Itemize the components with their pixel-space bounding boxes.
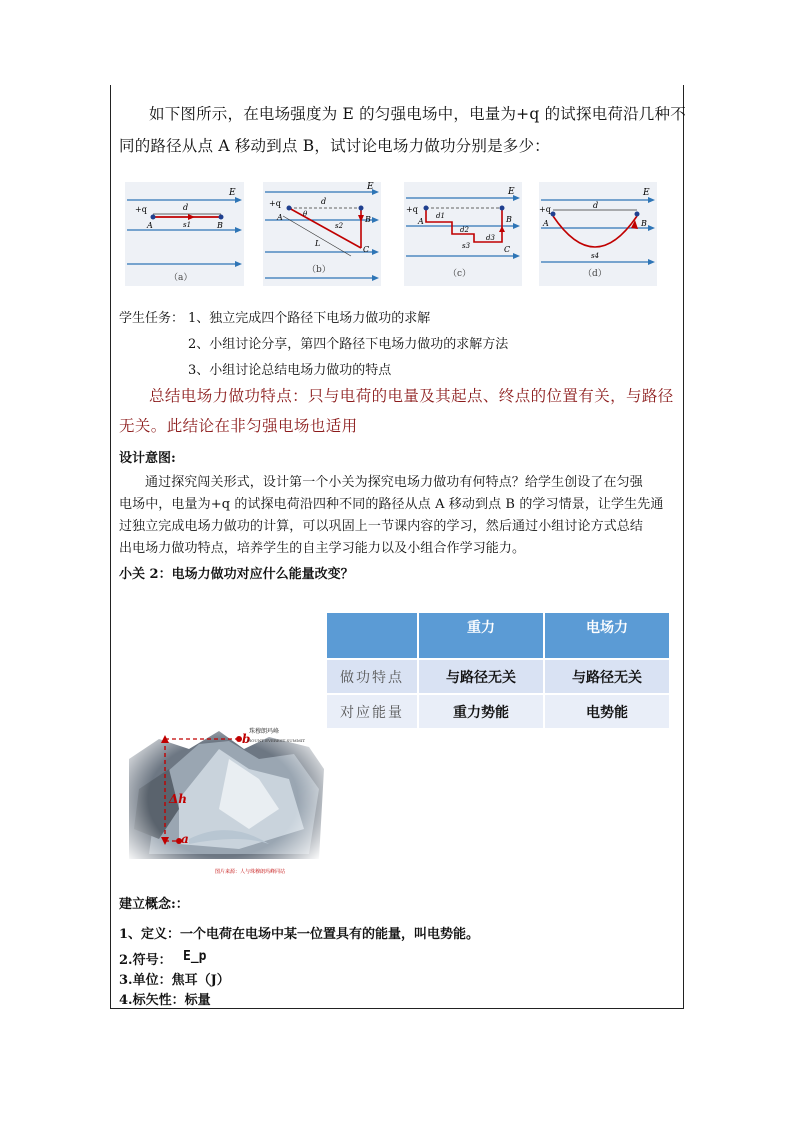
task-item: 2、小组讨论分享，第四个路径下电场力做功的求解方法 <box>188 337 509 352</box>
energy-comparison-table <box>325 611 671 730</box>
concept-unit: 3.单位：焦耳（J） <box>119 973 230 988</box>
svg-text:E: E <box>508 187 515 197</box>
svg-text:+q: +q <box>269 199 281 208</box>
design-line: 出电场力做功特点，培养学生的自主学习能力以及小组合作学习能力。 <box>119 541 526 556</box>
concept-heading: 建立概念:： <box>119 897 189 912</box>
label-d: d <box>183 203 189 212</box>
svg-text:A: A <box>543 219 549 228</box>
summary-line-2: 无关。此结论在非匀强电场也适用 <box>119 417 358 435</box>
svg-text:E: E <box>643 188 650 198</box>
label-b: b <box>242 732 251 746</box>
design-line: 电场中，电量为+q 的试探电荷沿四种不同的路径从点 A 移动到点 B 的学习情景，让学生先通 <box>119 497 664 512</box>
svg-text:d1: d1 <box>436 212 445 220</box>
table-cell: 与路径无关 <box>544 659 670 694</box>
task-item: 3、小组讨论总结电场力做功的特点 <box>188 363 392 378</box>
summary-line-1: 总结电场力做功特点：只与电荷的电量及其起点、终点的位置有关，与路径 <box>149 387 674 405</box>
concept-scalar: 4.标矢性：标量 <box>119 993 211 1008</box>
svg-text:C: C <box>504 245 511 254</box>
svg-text:MOUNT EVEREST SUMMIT: MOUNT EVEREST SUMMIT <box>247 738 306 743</box>
field-label-E: E <box>229 188 236 198</box>
svg-text:+q: +q <box>406 205 418 214</box>
header-cell: 重力 <box>418 612 544 659</box>
design-heading: 设计意图: <box>119 451 176 466</box>
label-a: a <box>181 832 189 846</box>
concept-definition: 1、定义：一个电荷在电场中某一位置具有的能量，叫电势能。 <box>119 927 480 942</box>
task-item: 1、独立完成四个路径下电场力做功的求解 <box>188 311 431 326</box>
svg-text:E: E <box>367 182 374 192</box>
svg-text:（b）: （b） <box>307 265 331 275</box>
figure-a <box>125 182 244 286</box>
svg-text:B: B <box>365 215 371 224</box>
svg-text:d2: d2 <box>460 226 469 234</box>
svg-text:θ: θ <box>303 210 308 218</box>
svg-text:A: A <box>277 213 283 222</box>
header-cell <box>326 612 418 659</box>
label-delta-h: Δh <box>169 792 188 806</box>
svg-text:B: B <box>641 219 647 228</box>
svg-text:d3: d3 <box>486 234 495 242</box>
concept-symbol-label: 2.符号： <box>119 953 172 968</box>
row-label: 对应能量 <box>326 694 418 729</box>
svg-text:s3: s3 <box>462 242 471 250</box>
figure-d <box>539 182 657 286</box>
svg-text:图片来源：人与珠穆朗玛峰同站: 图片来源：人与珠穆朗玛峰同站 <box>215 869 286 875</box>
svg-text:（c）: （c） <box>448 269 472 279</box>
row-label: 做功特点 <box>326 659 418 694</box>
table-cell: 与路径无关 <box>418 659 544 694</box>
intro-line-1: 如下图所示，在电场强度为 E 的匀强电场中，电量为+q 的试探电荷沿几种不 <box>149 105 686 123</box>
svg-text:珠穆朗玛峰: 珠穆朗玛峰 <box>249 728 280 735</box>
design-line: 过独立完成电场力做功的计算，可以巩固上一节课内容的学习，然后通过小组讨论方式总结 <box>119 519 644 534</box>
label-q: +q <box>135 205 147 214</box>
svg-text:（d）: （d） <box>583 269 607 279</box>
label-B: B <box>217 221 223 230</box>
intro-line-2: 同的路径从点 A 移动到点 B，试讨论电场力做功分别是多少： <box>119 137 550 155</box>
everest-height-image <box>119 719 327 879</box>
svg-text:B: B <box>506 215 512 224</box>
figure-c <box>404 182 522 286</box>
svg-text:s4: s4 <box>591 252 600 260</box>
label-s1: s1 <box>183 221 192 229</box>
header-cell: 电场力 <box>544 612 670 659</box>
svg-text:+q: +q <box>539 205 551 214</box>
level2-title: 小关 2：电场力做功对应什么能量改变？ <box>119 567 354 582</box>
svg-text:d: d <box>321 197 327 206</box>
table-cell: 电势能 <box>544 694 670 729</box>
lesson-table-cell <box>110 85 684 1009</box>
label-A: A <box>147 221 153 230</box>
concept-symbol-value: E_p <box>183 949 207 964</box>
svg-text:d: d <box>593 201 599 210</box>
svg-text:s2: s2 <box>335 222 344 230</box>
figure-b <box>263 182 381 286</box>
design-line: 通过探究闯关形式，设计第一个小关为探究电场力做功有何特点？给学生创设了在匀强 <box>145 475 643 490</box>
task-prefix: 学生任务： <box>119 311 185 326</box>
svg-text:A: A <box>418 217 424 226</box>
table-cell: 重力势能 <box>418 694 544 729</box>
svg-text:C: C <box>363 245 370 254</box>
figure-caption: （a） <box>169 273 193 283</box>
svg-text:L: L <box>315 239 321 248</box>
